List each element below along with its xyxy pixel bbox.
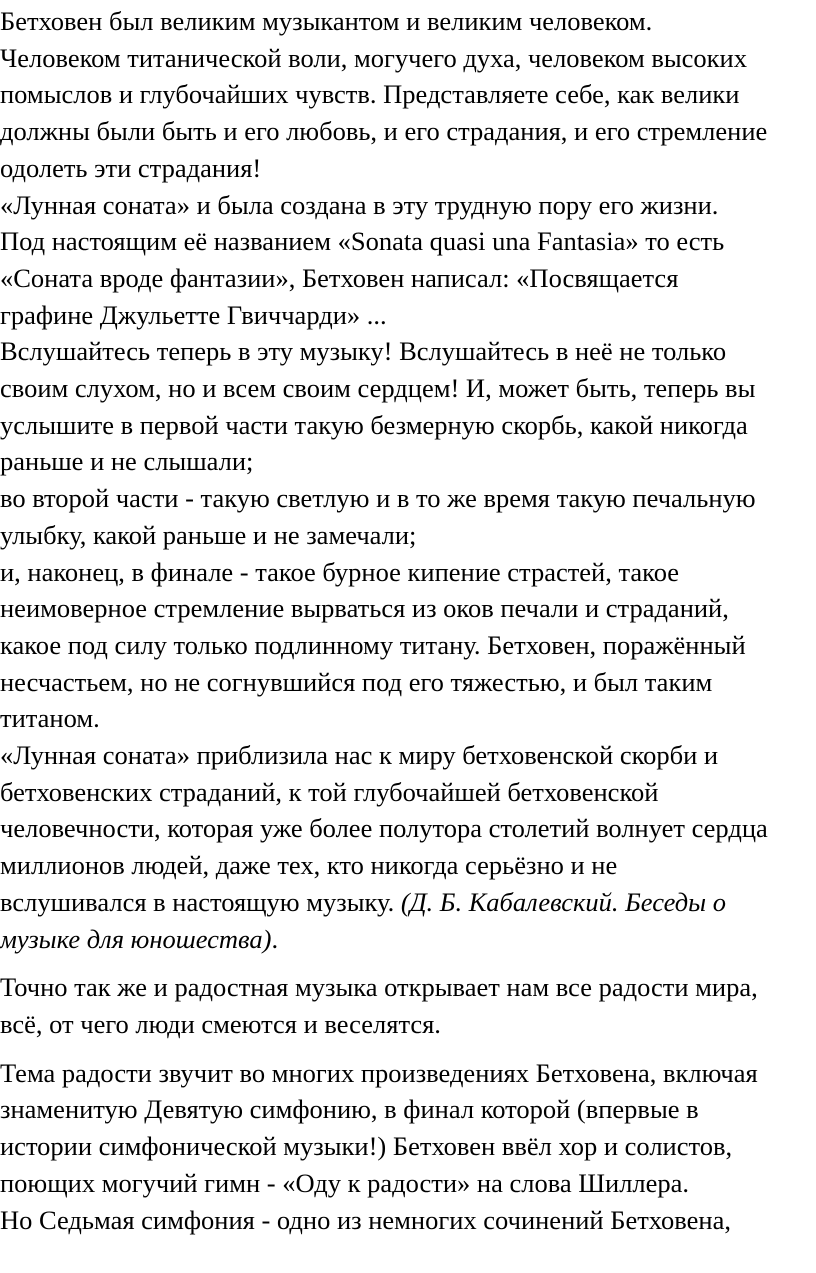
text-line: Под настоящим её названием «Sonata quasi una Fantasia» то есть [0, 226, 725, 257]
text-line: графине Джульетте Гвиччарди» ... [0, 299, 387, 330]
text-line: должны были быть и его любовь, и его страдания, и его стремление [0, 116, 768, 147]
text-line: истории симфонической музыки!) Бетховен ввёл хор и солистов, [0, 1131, 733, 1162]
paragraph-spacer [0, 1043, 816, 1055]
paragraph-joyful-music [0, 969, 816, 1042]
text-line: неимоверное стремление вырваться из оков печали и страданий, [0, 593, 729, 624]
text-line: Бетховен был великим музыкантом и великим человеком. [0, 6, 653, 36]
text-line: Человеком титанической воли, могучего духа, человеком высоких [0, 42, 747, 73]
text-line: «Лунная соната» приблизила нас к миру бетховенской скорби и [0, 740, 719, 771]
citation-end-punctuation: . [271, 923, 279, 954]
text-line: раньше и не слышали; [0, 446, 254, 477]
text-line [0, 921, 816, 958]
text-line: Точно так же и радостная музыка открывает нам все радости мира, [0, 972, 758, 1003]
text-line: титаном. [0, 703, 100, 734]
citation-text: (Д. Б. Кабалевский. Беседы о [400, 886, 726, 917]
text-line: «Лунная соната» и была создана в эту трудную пору его жизни. [0, 189, 719, 220]
text-line: Вслушайтесь теперь в эту музыку! Вслушайтесь в неё не только [0, 336, 727, 367]
paragraph-theme-of-joy [0, 1055, 816, 1239]
text-line: миллионов людей, даже тех, кто никогда серьёзно и не [0, 850, 618, 881]
text-line [0, 884, 816, 921]
text-line: какое под силу только подлинному титану. Бетховен, поражённый [0, 629, 746, 660]
text-line: «Соната вроде фантазии», Бетховен написал: «Посвящается [0, 262, 679, 293]
text-line: всё, от чего люди смеются и веселятся. [0, 1008, 441, 1039]
text-line: поющих могучий гимн - «Оду к радости» на слова Шиллера. [0, 1167, 690, 1198]
text-line: помыслов и глубочайших чувств. Представляете себе, как велики [0, 79, 740, 110]
text-line: Но Седьмая симфония - одно из немногих сочинений Бетховена, [0, 1204, 731, 1235]
text-line: знаменитую Девятую симфонию, в финал которой (впервые в [0, 1094, 699, 1125]
text-line: одолеть эти страдания! [0, 152, 262, 183]
text-line: Тема радости звучит во многих произведениях Бетховена, включая [0, 1057, 758, 1088]
text-line: своим слухом, но и всем своим сердцем! И, может быть, теперь вы [0, 373, 756, 404]
text-line: во второй части - такую светлую и в то же время такую печальную [0, 483, 756, 514]
paragraph-spacer [0, 957, 816, 969]
text-line: человечности, которая уже более полутора столетий волнует сердца [0, 813, 768, 844]
text-line: улыбку, какой раньше и не замечали; [0, 519, 417, 550]
text-fragment: вслушивался в настоящую музыку. [0, 886, 401, 917]
text-line: услышите в первой части такую безмерную скорбь, какой никогда [0, 409, 748, 440]
text-line: бетховенских страданий, к той глубочайшей бетховенской [0, 776, 659, 807]
text-line: несчастьем, но не согнувшийся под его тяжестью, и был таким [0, 666, 713, 697]
text-line: и, наконец, в финале - такое бурное кипение страстей, такое [0, 556, 680, 587]
citation-text: музыке для юношества) [0, 923, 272, 954]
text-block-beethoven [0, 3, 816, 957]
